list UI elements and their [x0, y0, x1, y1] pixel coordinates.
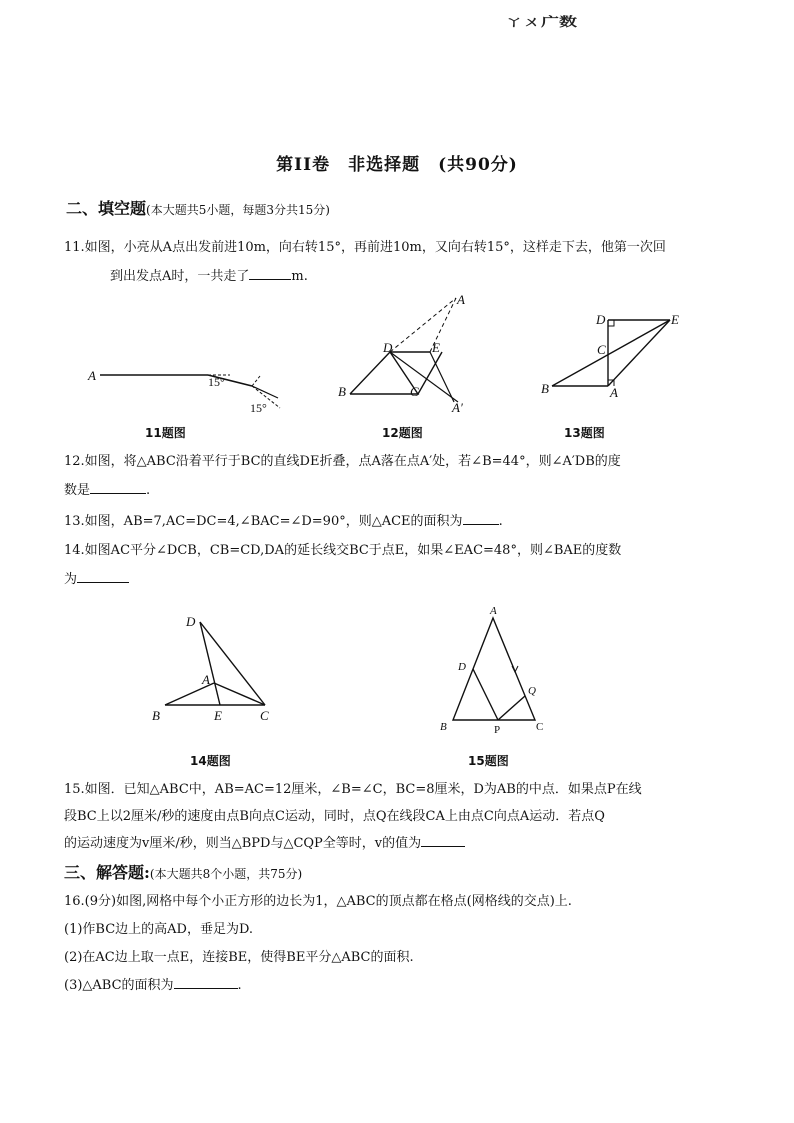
fig14-label-D: D	[186, 614, 196, 629]
fig13-BE	[552, 320, 670, 386]
fig15-label-A: A	[490, 605, 497, 617]
q16-line2: (1)作BC边上的高AD，垂足为D.	[64, 922, 254, 937]
fig13-caption: 13题图	[564, 426, 605, 440]
fig15-label-Q: Q	[528, 685, 536, 697]
fig15-PQ	[498, 696, 525, 720]
q13-end: .	[498, 514, 503, 529]
fig15-label-P: P	[494, 724, 501, 735]
q16-answer-blank	[174, 976, 238, 989]
fig13-label-A: A	[610, 385, 618, 400]
fig12-caption: 12题图	[382, 426, 423, 440]
fig13-label-C: C	[597, 342, 606, 357]
fig14-label-E: E	[214, 708, 222, 723]
section3-header	[64, 860, 302, 883]
fig13-label-E: E	[671, 312, 679, 327]
fig15-label-C: C	[536, 721, 544, 733]
fig13-diagram	[541, 312, 679, 400]
figures-row1	[80, 290, 720, 440]
q16-line3: (2)在AC边上取一点E，连接BE，使得BE平分△ABC的面积.	[64, 950, 414, 965]
fig14-caption: 14题图	[190, 754, 231, 768]
fig15-caption: 15题图	[468, 754, 509, 768]
fig11-label-A: A	[88, 368, 96, 383]
q14-answer-blank	[77, 570, 129, 583]
fig15-diagram	[440, 605, 543, 735]
q13-text: 13.如图，AB=7,AC=DC=4,∠BAC=∠D=90°，则△ACE的面积为	[64, 514, 463, 529]
q16-line4-end: .	[237, 978, 242, 993]
q12-line1: 12.如图，将△ABC沿着平行于BC的直线DE折叠，点A落在点A′处，若∠B=44°，则∠A′DB的度	[64, 454, 621, 469]
q12-line2	[64, 481, 150, 501]
fig14-label-B: B	[152, 708, 160, 723]
fig11-diagram	[87, 368, 280, 415]
q15-line2: 段BC上以2厘米/秒的速度由点B向点C运动，同时，点Q在线段CA上由点C向点A运动．若点Q	[64, 809, 605, 824]
fig11-caption: 11题图	[145, 426, 186, 440]
figures-row2	[140, 600, 580, 735]
section2-heading: 二、填空题	[66, 199, 147, 218]
q15-line3	[64, 834, 465, 854]
fig12-triangle-lower	[350, 352, 418, 394]
fig13-AE	[608, 320, 670, 386]
fig12-label-B: B	[338, 384, 346, 399]
q16-line4-text: (3)△ABC的面积为	[64, 978, 174, 993]
q14-line1: 14.如图AC平分∠DCB，CB=CD,DA的延长线交BC于点E，如果∠EAC=48°，则∠BAE的度数	[64, 543, 622, 558]
fig11-ext2	[252, 376, 260, 386]
q16-line1: 16.(9分)如图,网格中每个小正方形的边长为1，△ABC的顶点都在格点(网格线的交点)上.	[64, 894, 572, 909]
fig13-label-B: B	[541, 381, 549, 396]
q12-line2-end: .	[146, 483, 151, 498]
q12-line2-text: 数是	[64, 483, 91, 498]
fig12-label-A: A	[457, 292, 465, 307]
fig12-label-E: E	[432, 340, 440, 355]
fig15-label-D: D	[458, 661, 466, 673]
q13-line	[64, 512, 503, 532]
q11-line2-unit: m.	[291, 269, 308, 284]
fig12-EA-prime	[430, 352, 454, 402]
fig11-angle1: 15°	[208, 375, 225, 389]
fig15-label-B: B	[440, 721, 447, 733]
q12-answer-blank	[90, 481, 146, 494]
page-title: 第II卷 非选择题 (共90分)	[276, 155, 518, 175]
q14-line2-text: 为	[64, 572, 78, 587]
q11-line2-text: 到出发点A时，一共走了	[110, 269, 250, 284]
q11-answer-blank	[249, 267, 291, 280]
fig12-label-C: C	[410, 384, 419, 399]
fig15-DP	[473, 669, 498, 720]
q15-line1: 15.如图．已知△ABC中，AB=AC=12厘米，∠B=∠C，BC=8厘米，D为AB的中点．如果点P在线	[64, 782, 642, 797]
q15-line3-text: 的运动速度为v厘米/秒，则当△BPD与△CQP全等时，v的值为	[64, 836, 422, 851]
fig13-right-angle-D	[608, 320, 614, 326]
fig14-label-C: C	[260, 708, 269, 723]
section2-note: (本大题共5小题，每题3分共15分)	[146, 203, 330, 217]
fig14-diagram	[152, 614, 269, 723]
fig12-diagram	[338, 292, 465, 415]
section3-note: (本大题共8个小题，共75分)	[149, 867, 303, 881]
q16-line4	[64, 976, 242, 996]
section3-heading: 三、解答题:	[64, 863, 150, 882]
fig13-label-D: D	[596, 312, 606, 327]
fig15-arrow-CA	[512, 666, 518, 672]
section2-header	[66, 196, 330, 219]
q14-line2	[64, 570, 129, 590]
header-watermark: ㄚㄨ广数	[505, 14, 577, 30]
fig11-angle2: 15°	[250, 401, 267, 415]
q13-answer-blank	[463, 512, 499, 525]
fig14-label-A: A	[202, 672, 210, 687]
q11-line2	[110, 267, 308, 287]
q11-line1: 11.如图，小亮从A点出发前进10m，向右转15°，再前进10m，又向右转15°，这样走下去，他第一次回	[64, 240, 666, 255]
fig12-label-D: D	[383, 340, 393, 355]
fig12-dashed-DA	[390, 298, 456, 352]
fig12-label-A-prime: A′	[452, 400, 463, 415]
q15-answer-blank	[421, 834, 465, 847]
fig14-AC	[214, 683, 265, 705]
